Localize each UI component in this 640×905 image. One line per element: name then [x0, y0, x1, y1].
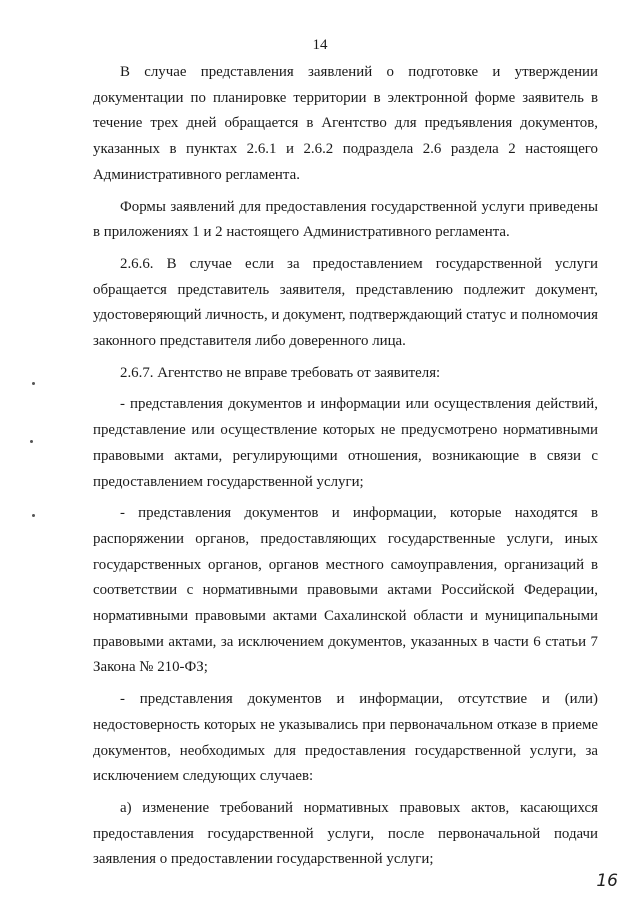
document-body — [93, 60, 598, 879]
paragraph-2-6-7: 2.6.7. Агентство не вправе требовать от заявителя: — [120, 364, 441, 381]
list-item-documents-held-by-agencies: - представления документов и информации, которые находятся в распоряжении органов, предоставляющих государственные услуги, иных государственных органов, органов местного самоуправления, организаций в соответствии с нормативными правовыми актами Российской Федерации, нормативными правовыми актами Сахалинской области и муниципальными правовыми актами, за исключением документов, указанных в части 6 статьи 7 Закона № 210-ФЗ; — [93, 505, 598, 676]
paragraph-2-6-6: 2.6.6. В случае если за предоставлением государственной услуги обращается представитель заявителя, представлению подлежит документ, удостоверяющий личность, и документ, подтверждающий статус и полномочия законного представителя либо доверенного лица. — [93, 255, 598, 350]
scan-speck — [32, 514, 35, 517]
list-item-case-a: а) изменение требований нормативных правовых актов, касающихся предоставления государственной услуги, после первоначальной подачи заявления о предоставлении государственной услуги; — [93, 799, 598, 868]
handwritten-page-number: 16 — [596, 871, 618, 891]
list-item-documents-not-indicated: - представления документов и информации, отсутствие и (или) недостоверность которых не указывались при первоначальном отказе в приеме документов, необходимых для предоставления государственной услуги, за исключением следующих случаев: — [93, 691, 598, 785]
scan-speck — [32, 382, 35, 385]
page-number: 14 — [312, 37, 328, 53]
scan-speck — [30, 440, 33, 443]
paragraph-electronic-form: В случае представления заявлений о подготовке и утверждении документации по планировке территории в электронной форме заявитель в течение трех дней обращается в Агентство для предъявления документов, указанных в пунктах 2.6.1 и 2.6.2 подраздела 2.6 раздела 2 настоящего Административного регламента. — [93, 64, 598, 183]
list-item-not-required-actions: - представления документов и информации или осуществления действий, представление или осуществление которых не предусмотрено нормативными правовыми актами, регулирующими отношения, возникающие в связи с предоставлением государственной услуги; — [93, 396, 598, 490]
paragraph-application-forms: Формы заявлений для предоставления государственной услуги приведены в приложениях 1 и 2 настоящего Административного регламента. — [93, 198, 598, 241]
